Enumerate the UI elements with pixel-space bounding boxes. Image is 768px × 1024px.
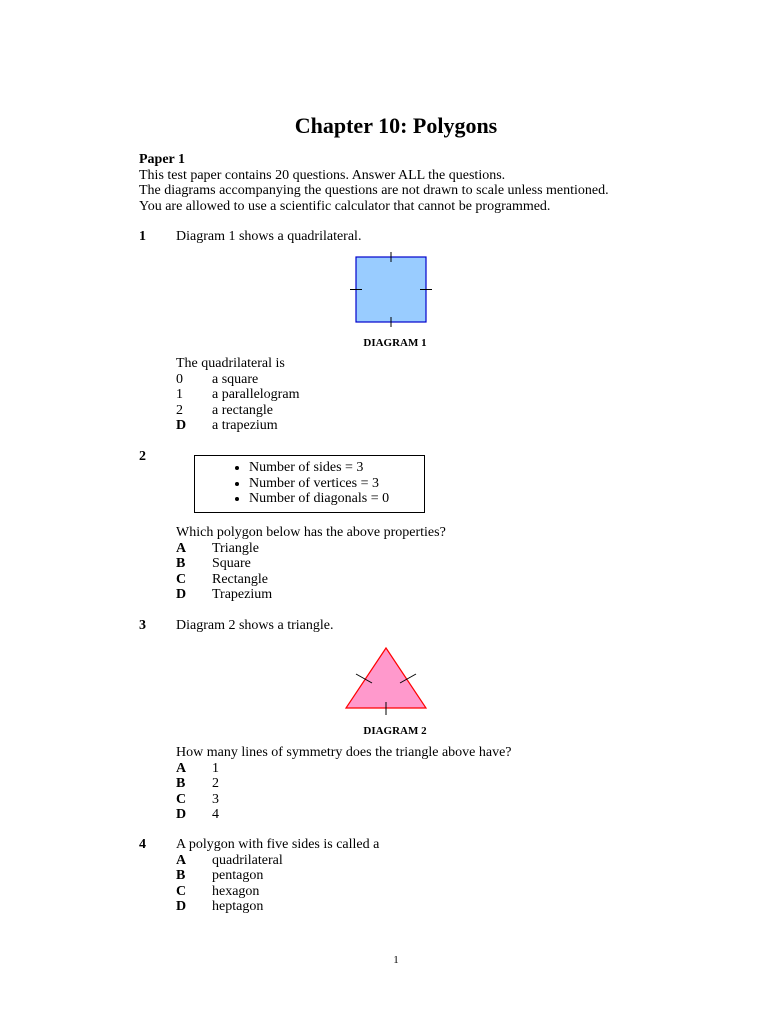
triangle-shape (346, 648, 426, 708)
option-item: B pentagon (176, 868, 264, 883)
page-number: 1 (393, 954, 399, 966)
question-text: Diagram 1 shows a quadrilateral. (176, 229, 362, 244)
option-item: D 4 (176, 807, 219, 822)
option-item: C Rectangle (176, 571, 268, 587)
intro-block (139, 152, 609, 214)
question-3-options (139, 745, 699, 823)
question-number: 4 (139, 837, 146, 852)
property-item: • Number of diagonals = 0 (249, 491, 424, 507)
diagram-caption: DIAGRAM 1 (363, 337, 427, 349)
question-text: Diagram 2 shows a triangle. (176, 618, 334, 633)
question-3 (139, 618, 699, 634)
property-item: • Number of sides = 3 (249, 460, 424, 476)
question-2-options (139, 525, 699, 603)
intro-line: The diagrams accompanying the questions are not drawn to scale unless mentioned. (139, 183, 609, 198)
property-item: • Number of vertices = 3 (249, 476, 424, 492)
option-item: B 2 (176, 776, 219, 791)
diagram-caption: DIAGRAM 2 (363, 725, 427, 737)
square-shape (356, 257, 426, 322)
properties-box (194, 455, 425, 513)
page-title: Chapter 10: Polygons (294, 113, 498, 138)
option-item: C hexagon (176, 883, 260, 899)
option-item: D a trapezium (176, 418, 278, 433)
question-number: 2 (139, 449, 146, 464)
option-item: A 1 (176, 760, 219, 776)
question-stem: Which polygon below has the above properties? (176, 525, 446, 540)
question-1-options (139, 356, 699, 434)
question-1 (139, 229, 699, 245)
question-4 (139, 837, 699, 915)
question-stem: How many lines of symmetry does the triangle above have? (176, 745, 512, 760)
question-stem: The quadrilateral is (176, 356, 285, 371)
option-item: D Trapezium (176, 587, 273, 602)
question-number: 3 (139, 618, 146, 633)
option-item: 1 a parallelogram (176, 387, 300, 402)
diagram-1-square (348, 250, 438, 330)
option-item: D heptagon (176, 899, 264, 914)
option-item: 2 a rectangle (176, 402, 274, 418)
paper-label: Paper 1 (139, 152, 186, 167)
option-item: 0 a square (176, 371, 259, 387)
option-item: C 3 (176, 791, 219, 807)
option-item: B Square (176, 556, 251, 571)
option-item: A Triangle (176, 540, 259, 556)
intro-line: You are allowed to use a scientific calculator that cannot be programmed. (139, 198, 551, 214)
option-item: A quadrilateral (176, 852, 283, 868)
question-stem: A polygon with five sides is called a (176, 837, 380, 852)
intro-line: This test paper contains 20 questions. Answer ALL the questions. (139, 167, 506, 183)
question-number: 1 (139, 229, 146, 244)
diagram-2-triangle (340, 643, 432, 721)
